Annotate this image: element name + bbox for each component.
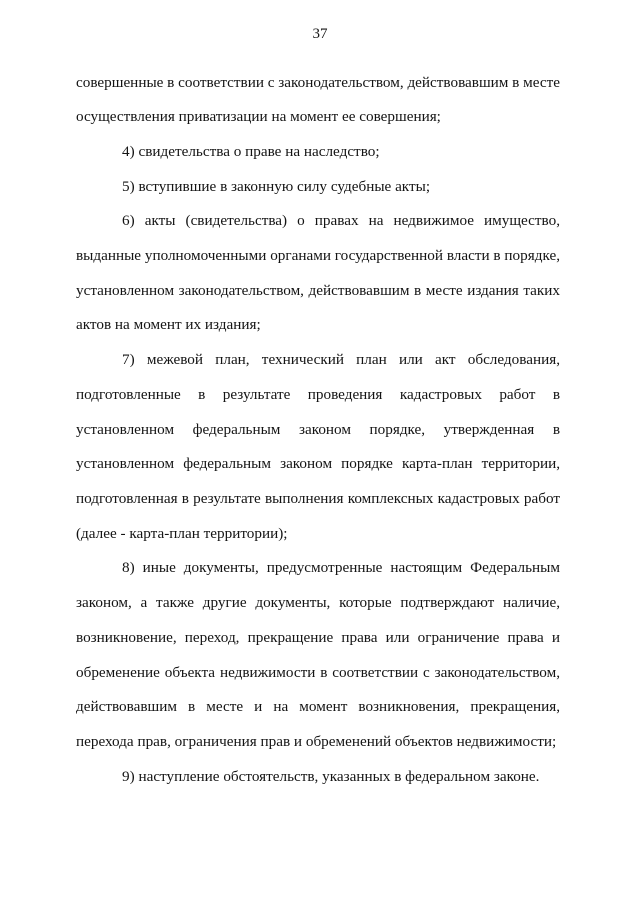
text-line: подготовленная в результате выполнения комплексных кадастровых работ <box>76 490 560 507</box>
text-line: актов на момент их издания; <box>76 316 261 333</box>
text-line: выданные уполномоченными органами государственной власти в порядке, <box>76 247 560 264</box>
text-line: установленном законодательством, действовавшим в месте издания таких <box>76 282 560 299</box>
list-item-5: 5) вступившие в законную силу судебные акты; <box>122 178 431 195</box>
text-line: обременение объекта недвижимости в соответствии с законодательством, <box>76 664 560 681</box>
page-number: 37 <box>312 26 328 42</box>
list-item-6: 6) акты (свидетельства) о правах на недвижимое имущество, <box>122 212 560 229</box>
list-item-9: 9) наступление обстоятельств, указанных в федеральном законе. <box>122 768 540 785</box>
text-line: (далее - карта-план территории); <box>76 525 288 542</box>
text-line: действовавшим в месте и на момент возникновения, прекращения, <box>76 698 560 715</box>
text-line: установленном федеральным законом порядке, утвержденная в <box>76 421 560 438</box>
text-line: подготовленные в результате проведения кадастровых работ в <box>76 386 560 403</box>
list-item-7: 7) межевой план, технический план или акт обследования, <box>122 351 560 368</box>
text-line: возникновение, переход, прекращение права или ограничение права и <box>76 629 560 646</box>
text-line: законом, а также другие документы, которые подтверждают наличие, <box>76 594 560 611</box>
text-line: совершенные в соответствии с законодательством, действовавшим в месте <box>76 74 561 91</box>
list-item-8: 8) иные документы, предусмотренные настоящим Федеральным <box>122 559 560 576</box>
list-item-4: 4) свидетельства о праве на наследство; <box>122 143 380 160</box>
text-line: перехода прав, ограничения прав и обременений объектов недвижимости; <box>76 733 557 750</box>
text-line: установленном федеральным законом порядке карта-план территории, <box>76 455 560 472</box>
text-line: осуществления приватизации на момент ее совершения; <box>76 108 441 125</box>
